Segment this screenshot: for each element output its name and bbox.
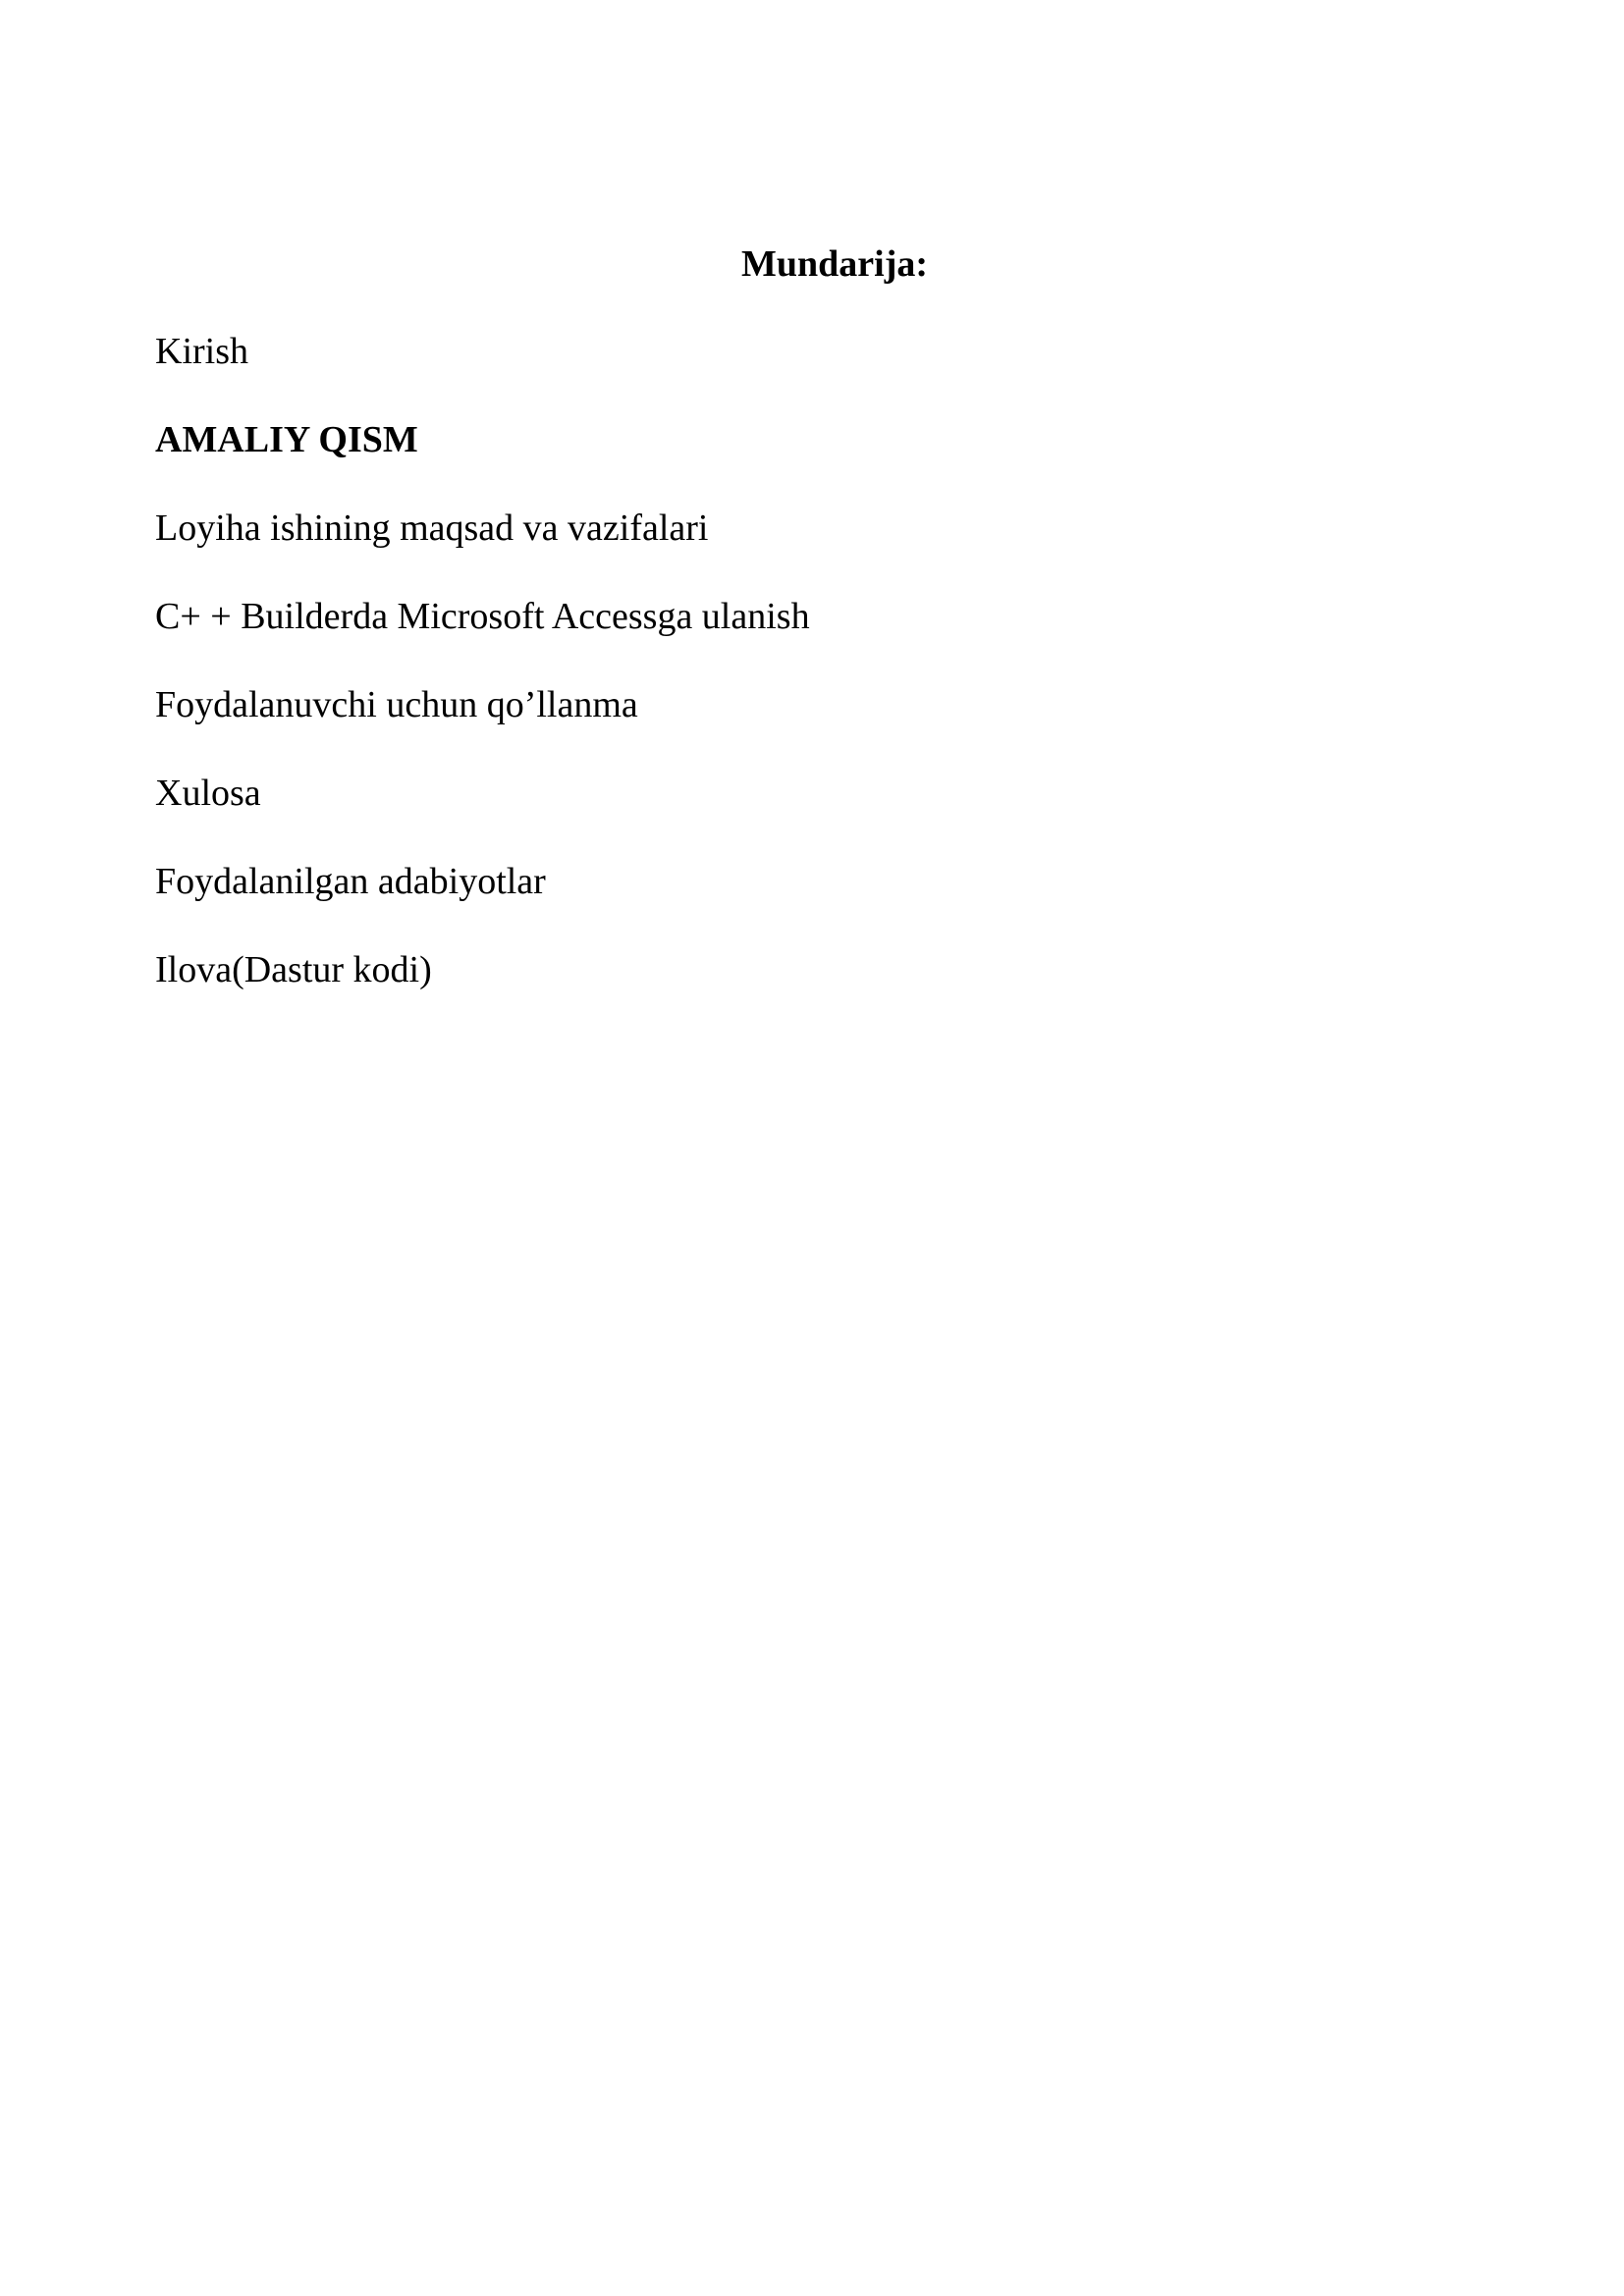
- toc-item-maqsad-vazifalari: Loyiha ishining maqsad va vazifalari: [155, 507, 709, 549]
- toc-item-qollanma: Foydalanuvchi uchun qo’llanma: [155, 684, 638, 725]
- page-title: Mundarija:: [741, 243, 928, 285]
- toc-item-amaliy-qism: AMALIY QISM: [155, 419, 418, 460]
- toc-item-xulosa: Xulosa: [155, 773, 261, 814]
- toc-item-ilova: Ilova(Dastur kodi): [155, 949, 432, 990]
- table-of-contents: [155, 330, 810, 1037]
- toc-item-adabiyotlar: Foydalanilgan adabiyotlar: [155, 861, 546, 902]
- toc-item-builder-access: C+ + Builderda Microsoft Accessga ulanish: [155, 596, 810, 637]
- toc-item-kirish: Kirish: [155, 331, 248, 372]
